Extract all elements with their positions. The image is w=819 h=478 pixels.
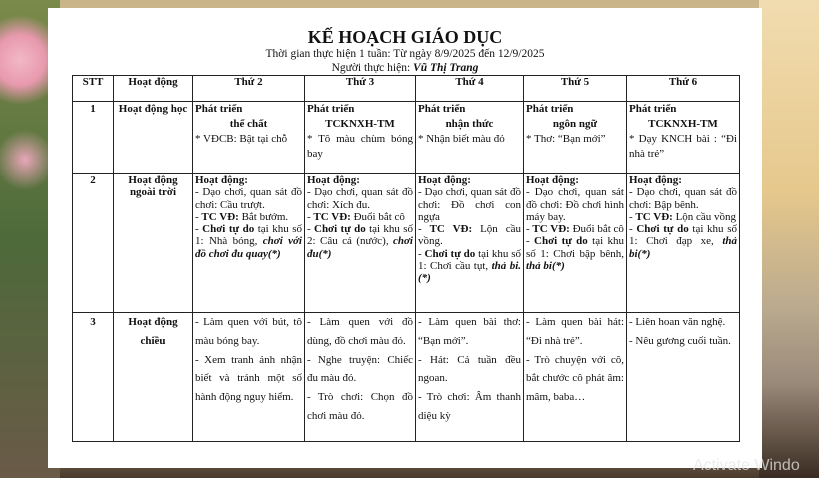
text-segment: - Dạo chơi, quan sát đồ chơi: Đồ chơi hình máy bay. (526, 186, 624, 223)
text-segment: Phát triển (526, 103, 574, 115)
text-segment: - (195, 210, 202, 223)
row-number: 2 (73, 174, 114, 313)
cell-paragraph (307, 117, 413, 132)
document-timeframe: Thời gian thực hiện 1 tuần: Từ ngày 8/9/2025 đến 12/9/2025 (265, 48, 545, 60)
document-author-line (48, 62, 762, 74)
activity-name: Hoạt động chiều (114, 313, 193, 442)
activate-windows-watermark: Activate Windo (693, 457, 800, 474)
column-header: Thứ 6 (627, 76, 740, 102)
column-header: STT (73, 76, 114, 102)
text-segment: Hoạt động: (526, 174, 579, 186)
column-header: Thứ 2 (193, 76, 305, 102)
column-header: Hoạt động (114, 76, 193, 102)
text-segment: nhận thức (445, 118, 494, 130)
background-right (759, 0, 819, 478)
column-header: Thứ 5 (524, 76, 627, 102)
text-segment: * VĐCB: Bật tại chỗ (195, 133, 288, 145)
cell-paragraph (195, 117, 302, 132)
text-segment: - Trò chơi: Âm thanh diệu kỳ (418, 391, 521, 422)
text-segment: - (418, 247, 425, 260)
document-title: KẾ HOẠCH GIÁO DỤC (307, 27, 503, 47)
text-segment: thả bi(*) (526, 260, 565, 273)
cell-paragraph (629, 132, 737, 162)
day-cell (627, 313, 740, 442)
document-page (48, 8, 762, 468)
text-segment: Hoạt động: (307, 174, 360, 186)
cell-paragraph (418, 223, 521, 248)
activity-name: Hoạt động học (114, 102, 193, 174)
cell-paragraph (526, 186, 624, 223)
cell-paragraph (629, 102, 737, 117)
cell-paragraph (307, 223, 413, 260)
cell-paragraph (307, 313, 413, 351)
cell-paragraph (526, 223, 624, 235)
text-segment: tại khu số 2: Câu cá (nước), (307, 223, 414, 248)
text-segment: thể chất (229, 118, 268, 130)
cell-paragraph (418, 117, 521, 132)
cell-paragraph (418, 132, 521, 147)
cell-paragraph (418, 186, 521, 223)
text-segment: - (526, 223, 533, 236)
day-cell (193, 102, 305, 174)
cell-paragraph (307, 388, 413, 426)
day-cell (305, 102, 416, 174)
author-label: Người thực hiện: (331, 62, 414, 74)
day-cell (193, 313, 305, 442)
text-segment: tại khu số 1: Nhà bóng, (195, 223, 302, 248)
cell-paragraph (195, 186, 302, 211)
text-segment: TC VĐ: (532, 223, 570, 236)
text-segment: - Liên hoan văn nghệ. (629, 316, 726, 328)
day-cell (416, 102, 524, 174)
cell-paragraph (418, 174, 521, 186)
text-segment: - Dạo chơi, quan sát đồ chơi: Bập bênh. (629, 186, 737, 211)
day-cell (524, 102, 627, 174)
cell-paragraph (418, 248, 521, 285)
cell-paragraph (418, 313, 521, 351)
text-segment: TC VĐ: (429, 223, 473, 236)
text-segment: Chơi tự do (534, 235, 588, 248)
text-segment: Chơi tự do (424, 247, 476, 260)
text-segment: * Thơ: “Bạn mới” (526, 133, 606, 145)
table-row (73, 313, 740, 442)
text-segment: TCKNXH-TM (648, 118, 718, 130)
text-segment: - Làm quen bài hát: “Đi nhà trẻ”. (526, 316, 624, 347)
cell-paragraph (307, 102, 413, 117)
cell-paragraph (307, 132, 413, 162)
text-segment: TCKNXH-TM (325, 118, 395, 130)
day-cell (193, 174, 305, 313)
cell-paragraph (526, 174, 624, 186)
cell-paragraph (629, 186, 737, 211)
cell-paragraph (195, 102, 302, 117)
text-segment: - (629, 223, 637, 236)
cell-paragraph (418, 351, 521, 389)
text-segment: TC VĐ: (635, 210, 673, 223)
table-row (73, 174, 740, 313)
cell-paragraph (629, 332, 737, 351)
cell-paragraph (195, 211, 302, 223)
day-cell (524, 174, 627, 313)
day-cell (627, 174, 740, 313)
cell-paragraph (195, 174, 302, 186)
row-number: 3 (73, 313, 114, 442)
text-segment: - Nghe truyện: Chiếc đu màu đỏ. (307, 353, 413, 385)
text-segment: - (629, 210, 636, 223)
text-segment: chơi đu(*) (307, 235, 413, 260)
activity-name: Hoạt động ngoài trời (114, 174, 193, 313)
text-segment: Chơi tự do (202, 223, 255, 236)
author-name: Vũ Thị Trang (413, 62, 479, 74)
day-cell (305, 174, 416, 313)
text-segment: thả bi.(*) (418, 260, 521, 285)
text-segment: * Tô màu chùm bóng bay (307, 133, 413, 160)
text-segment: Chơi tự do (314, 223, 366, 236)
text-segment: thả bi(*) (629, 235, 737, 260)
cell-paragraph (195, 313, 302, 351)
text-segment: - Dạo chơi, quan sát đồ chơi: Xích đu. (307, 186, 413, 211)
cell-paragraph (418, 102, 521, 117)
text-segment: TC VĐ: (313, 210, 351, 223)
table-header-row (73, 76, 740, 102)
text-segment: TC VĐ: (201, 210, 239, 223)
text-segment: Lộn cầu vồng. (418, 223, 521, 248)
text-segment: Hoạt động: (629, 174, 682, 186)
cell-paragraph (195, 223, 302, 260)
text-segment: - (195, 223, 203, 236)
text-segment: Hoạt động: (195, 174, 248, 186)
text-segment: - Nêu gương cuối tuần. (629, 334, 731, 347)
text-segment: - Trò chơi: Chọn đồ chơi màu đỏ. (307, 391, 413, 422)
cell-paragraph (526, 351, 624, 407)
text-segment: Chơi tự do (636, 223, 689, 236)
text-segment: * Dạy KNCH bài : “Đi nhà trẻ” (629, 133, 737, 160)
text-segment: - (526, 235, 535, 248)
table-row (73, 102, 740, 174)
cell-paragraph (195, 132, 302, 147)
cell-paragraph (418, 388, 521, 426)
text-segment: - Hát: Cả tuần đều ngoan. (418, 353, 521, 385)
text-segment: Phát triển (418, 103, 466, 115)
day-cell (627, 102, 740, 174)
cell-paragraph (629, 117, 737, 132)
day-cell (305, 313, 416, 442)
cell-paragraph (526, 117, 624, 132)
text-segment: - Làm quen bài thơ: “Bạn mới”. (418, 316, 521, 347)
cell-paragraph (629, 211, 737, 223)
text-segment: Phát triển (307, 103, 355, 115)
cell-paragraph (526, 102, 624, 117)
text-segment: Phát triển (195, 103, 243, 115)
cell-paragraph (629, 174, 737, 186)
cell-paragraph (629, 313, 737, 332)
cell-paragraph (526, 235, 624, 272)
cell-paragraph (526, 313, 624, 351)
text-segment: ngôn ngữ (552, 118, 598, 130)
plan-table (72, 75, 740, 442)
text-segment: - Làm quen với bút, tô màu bóng bay. (195, 316, 302, 347)
text-segment: tại khu số 1: Chơi cầu tụt, (418, 247, 522, 273)
text-segment: - (418, 223, 430, 236)
text-segment: - (307, 210, 314, 223)
text-segment: tại khu số 1: Chơi đạp xe, (629, 223, 738, 248)
text-segment: Phát triển (629, 103, 677, 115)
text-segment: Lộn cầu vồng (672, 210, 737, 223)
cell-paragraph (307, 186, 413, 211)
cell-paragraph (307, 211, 413, 223)
text-segment: Đuổi bắt cô (569, 223, 624, 236)
column-header: Thứ 3 (305, 76, 416, 102)
text-segment: - (307, 223, 314, 236)
text-segment: - Dạo chơi, quan sát đồ chơi: Cầu trượt. (195, 186, 302, 211)
column-header: Thứ 4 (416, 76, 524, 102)
text-segment: - Làm quen với đồ dùng, đồ chơi màu đỏ. (307, 316, 413, 347)
text-segment: - Trò chuyện với cô, bắt chước cô phát âm: mâm, baba… (526, 353, 624, 404)
cell-paragraph (195, 351, 302, 407)
cell-paragraph (629, 223, 737, 260)
text-segment: - Dạo chơi, quan sát đồ chơi: Đồ chơi con ngựa (418, 186, 521, 223)
text-segment: tại khu số 1: Chơi bập bênh, (526, 235, 625, 260)
cell-paragraph (307, 174, 413, 186)
cell-paragraph (307, 351, 413, 389)
text-segment: - Xem tranh ảnh nhận biết và tránh một số hành động nguy hiểm. (195, 353, 302, 404)
row-number: 1 (73, 102, 114, 174)
text-segment: Bắt bướm. (238, 210, 289, 223)
cell-paragraph (526, 132, 624, 147)
day-cell (416, 174, 524, 313)
text-segment: Hoạt động: (418, 174, 471, 186)
day-cell (524, 313, 627, 442)
text-segment: Đuổi bắt cô (350, 210, 405, 223)
text-segment: chơi với đồ chơi đu quay(*) (195, 235, 302, 260)
text-segment: * Nhận biết màu đỏ (418, 133, 505, 145)
day-cell (416, 313, 524, 442)
